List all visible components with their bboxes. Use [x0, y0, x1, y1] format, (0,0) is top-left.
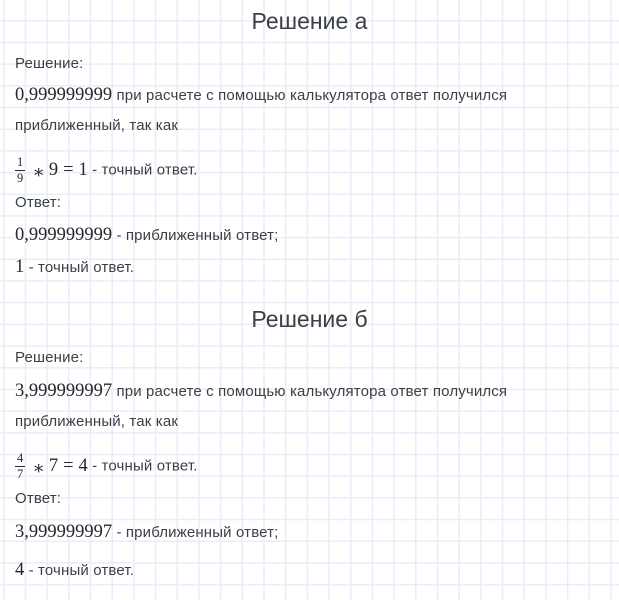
section-b-answer-line1: [15, 522, 278, 543]
section-a-answer1-text: - приближенный ответ;: [112, 227, 279, 244]
multiply-operator: ∗: [32, 458, 45, 479]
section-a-math-suffix: - точный ответ.: [87, 161, 198, 179]
section-a-answer-line2: [15, 257, 134, 278]
section-b-formula: [15, 451, 88, 481]
section-a-answer-line1: [15, 225, 278, 246]
fraction: [15, 156, 25, 184]
fraction-numerator: 1: [17, 155, 24, 169]
section-b-paragraph-text: при расчете с помощью калькулятора ответ получился: [112, 383, 508, 400]
section-b-answer-line2: [15, 560, 134, 581]
section-b-paragraph-line1: [15, 381, 507, 402]
section-a-formula: [15, 155, 88, 185]
section-a-paragraph-text: при расчете с помощью калькулятора ответ получился: [112, 87, 508, 104]
equals-sign: =: [63, 455, 74, 476]
section-a-title: Решение а: [251, 8, 368, 34]
section-b-math-line: [15, 452, 198, 480]
equals-sign: =: [63, 159, 74, 180]
multiplier: 7: [48, 455, 59, 476]
section-a-answer2-text: - точный ответ.: [24, 259, 135, 276]
section-b-answer-label: Ответ:: [15, 490, 62, 507]
fraction-numerator: 4: [17, 451, 24, 465]
section-a-solution-label: Решение:: [15, 55, 84, 72]
section-b-answer2-text: - точный ответ.: [24, 562, 135, 579]
section-b-answer2-number: 4: [15, 560, 25, 580]
section-a-paragraph-line1: [15, 85, 507, 106]
multiply-operator: ∗: [32, 162, 45, 183]
fraction-denominator: 7: [17, 466, 24, 481]
section-a-answer1-number: 0,999999999: [15, 225, 113, 245]
section-b-answer1-text: - приближенный ответ;: [112, 524, 279, 541]
section-a-math-line: [15, 156, 198, 184]
fraction: [15, 452, 25, 480]
section-a-answer-label: Ответ:: [15, 194, 62, 211]
section-a-approx-number: 0,999999999: [15, 85, 113, 105]
fraction-denominator: 9: [17, 170, 24, 185]
section-b-math-suffix: - точный ответ.: [87, 457, 198, 475]
result: 1: [78, 159, 88, 180]
section-b-solution-label: Решение:: [15, 349, 84, 366]
section-b-paragraph-line2: приближенный, так как: [15, 413, 179, 430]
section-a-paragraph-line2: приближенный, так как: [15, 117, 179, 134]
section-a-answer2-number: 1: [15, 257, 25, 277]
section-b-title: Решение б: [251, 306, 368, 332]
section-b-approx-number: 3,999999997: [15, 381, 113, 401]
result: 4: [78, 455, 88, 476]
section-b-answer1-number: 3,999999997: [15, 522, 113, 542]
multiplier: 9: [48, 159, 59, 180]
